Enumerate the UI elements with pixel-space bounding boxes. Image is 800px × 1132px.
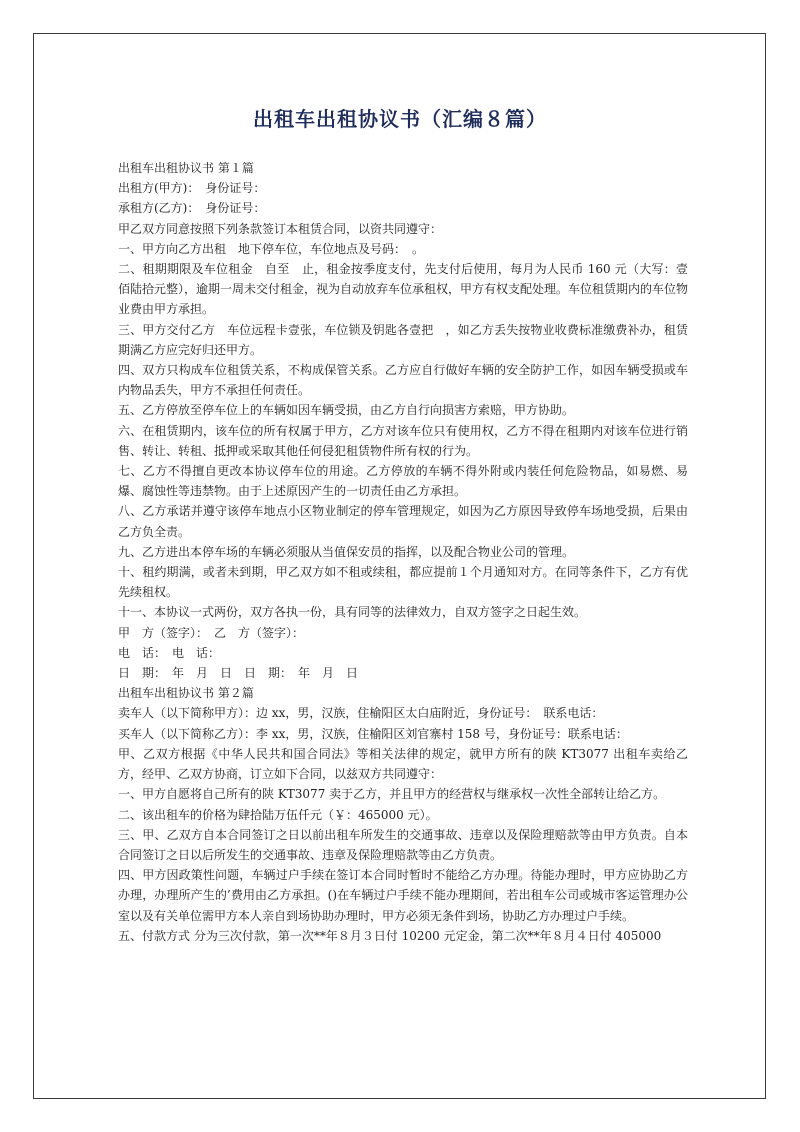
paragraph: 五、付款方式 分为三次付款，第一次**年８月３日付 10200 元定金，第二次**年８月４日付 405000	[118, 928, 662, 943]
paragraph: 十、租约期满，或者未到期，甲乙双方如不租或续租，都应提前１个月通知对方。在同等条件下，乙方有优先续租权。	[118, 565, 688, 600]
paragraph: 卖车人（以下简称甲方）：边 xx，男，汉族，住榆阳区太白庙附近，身份证号： 联系电话：	[118, 706, 604, 721]
paragraph: 六、在租赁期内，该车位的所有权属于甲方，乙方对该车位只有使用权，乙方不得在租期内对该车位进行销售、转让、转租、抵押或采取其他任何侵犯租赁物件所有权的行为。	[118, 423, 688, 458]
paragraph: 出租方(甲方)： 身份证号：	[118, 181, 266, 196]
paragraph: 二、租期期限及车位租金 自至 止，租金按季度支付，先支付后使用，每月为人民币 160 元（大写：壹佰陆拾元整），逾期一周未交付租金，视为自动放弃车位承租权，甲方有权支配处理。车位租赁期内的车位物业费由甲方承担。	[118, 262, 689, 317]
phone-line: 电 话： 电 话：	[118, 645, 221, 660]
paragraph: 十一、本协议一式两份，双方各执一份，具有同等的法律效力，自双方签字之日起生效。	[118, 605, 587, 620]
paragraph: 三、甲、乙双方自本合同签订之日以前出租车所发生的交通事故、违章以及保险理赔款等由甲方负责。自本合同签订之日以后所发生的交通事故、违章及保险理赔款等由乙方负责。	[118, 827, 688, 862]
paragraph: 五、乙方停放至停车位上的车辆如因车辆受损，由乙方自行向损害方索赔，甲方协助。	[118, 403, 575, 418]
document-body	[118, 158, 688, 946]
paragraph: 四、甲方因政策性问题，车辆过户手续在签订本合同时暂时不能给乙方办理。待能办理时，甲方应协助乙方办理，办理所产生的’费用由乙方承担。()在车辆过户手续不能办理期间，若出租车公司或城市客运管理办公室以及有关单位需甲方本人亲自到场协助办理时，甲方必须无条件到场，协助乙方办理过户手续。	[118, 868, 688, 923]
paragraph: 二、该出租车的价格为肆拾陆万伍仟元（￥：465000 元）。	[118, 807, 438, 822]
paragraph: 三、甲方交付乙方 车位远程卡壹张，车位锁及钥匙各壹把 ，如乙方丢失按物业收费标准缴费补办，租赁期满乙方应完好归还甲方。	[118, 322, 688, 357]
paragraph: 七、乙方不得擅自更改本协议停车位的用途。乙方停放的车辆不得外附或内装任何危险物品，如易燃、易爆、腐蚀性等违禁物。由于上述原因产生的一切责任由乙方承担。	[118, 464, 688, 499]
document-title: 出租车出租协议书（汇编８篇）	[253, 107, 547, 131]
date-line: 日 期： 年 月 日 日 期： 年 月 日	[118, 666, 359, 681]
section-heading: 出租车出租协议书 第２篇	[118, 686, 254, 701]
paragraph: 一、甲方自愿将自己所有的陕 KT3077 卖于乙方，并且甲方的经营权与继承权一次性全部转让给乙方。	[118, 787, 666, 802]
paragraph: 八、乙方承诺并遵守该停车地点小区物业制定的停车管理规定，如因为乙方原因导致停车场地受损，后果由乙方负全责。	[118, 504, 688, 539]
paragraph: 买车人（以下简称乙方）：李 xx，男，汉族，住榆阳区刘官寨村 158 号，身份证号：联系电话：	[118, 726, 628, 741]
section-heading: 出租车出租协议书 第１篇	[118, 161, 254, 175]
paragraph: 承租方(乙方)： 身份证号：	[118, 201, 266, 216]
signature-line: 甲 方（签字）： 乙 方（签字）：	[118, 625, 305, 640]
paragraph: 四、双方只构成车位租赁关系，不构成保管关系。乙方应自行做好车辆的安全防护工作，如因车辆受损或车内物品丢失，甲方不承担任何责任。	[118, 363, 688, 398]
paragraph: 一、甲方向乙方出租 地下停车位，车位地点及号码： 。	[118, 241, 425, 256]
paragraph: 九、乙方进出本停车场的车辆必须服从当值保安员的指挥，以及配合物业公司的管理。	[118, 544, 575, 559]
paragraph: 甲乙双方同意按照下列条款签订本租赁合同，以资共同遵守：	[118, 221, 443, 236]
paragraph: 甲、乙双方根据《中华人民共和国合同法》等相关法律的规定，就甲方所有的陕 KT3077 出租车卖给乙方，经甲、乙双方协商，订立如下合同，以兹双方共同遵守：	[118, 746, 688, 782]
